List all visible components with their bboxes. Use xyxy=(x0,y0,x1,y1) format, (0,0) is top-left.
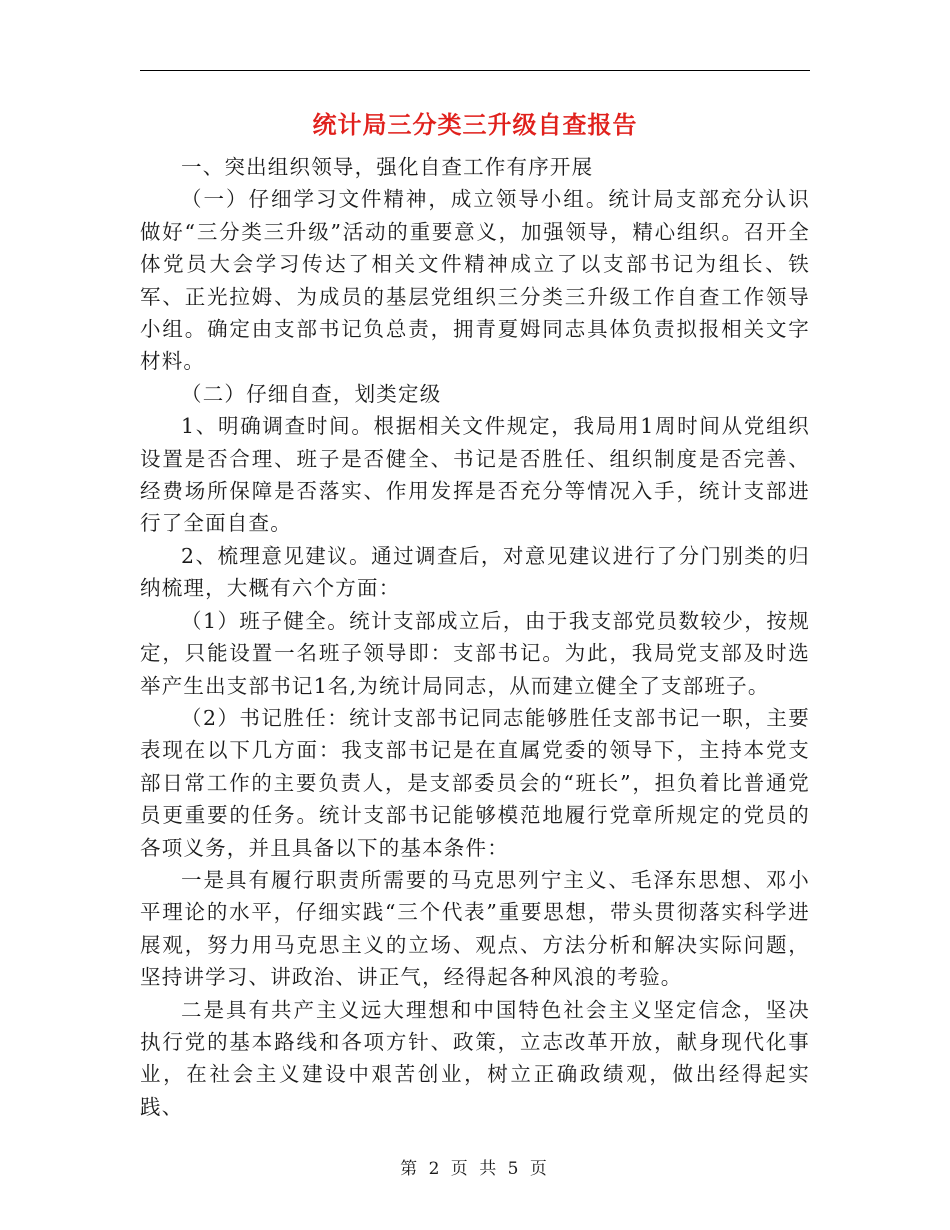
paragraph: （2）书记胜任：统计支部书记同志能够胜任支部书记一职，主要表现在以下几方面：我支部书记是在直属党委的领导下，主持本党支部日常工作的主要负责人，是支部委员会的“班长”，担负着比普通党员更重要的任务。统计支部书记能够模范地履行党章所规定的党员的各项义务，并且具备以下的基本条件： xyxy=(140,705,810,860)
paragraph: 1、明确调查时间。根据相关文件规定，我局用1周时间从党组织设置是否合理、班子是否健全、书记是否胜任、组织制度是否完善、经费场所保障是否落实、作用发挥是否充分等情况入手，统计支部进行了全面自查。 xyxy=(140,414,810,536)
document-title: 统计局三分类三升级自查报告 xyxy=(312,110,638,139)
document-body xyxy=(140,151,810,1123)
paragraph: 2、梳理意见建议。通过调查后，对意见建议进行了分门别类的归纳梳理，大概有六个方面： xyxy=(140,543,810,601)
paragraph: 一是具有履行职责所需要的马克思列宁主义、毛泽东思想、邓小平理论的水平，仔细实践“三个代表”重要思想，带头贯彻落实科学进展观，努力用马克思主义的立场、观点、方法分析和解决实际问题，坚持讲学习、讲政治、讲正气，经得起各种风浪的考验。 xyxy=(140,867,810,990)
page-number: 第 2 页 共 5 页 xyxy=(400,1159,550,1179)
section-heading: 一、突出组织领导，强化自查工作有序开展 xyxy=(181,155,594,179)
paragraph: （一）仔细学习文件精神，成立领导小组。统计局支部充分认识做好“三分类三升级”活动的重要意义，加强领导，精心组织。召开全体党员大会学习传达了相关文件精神成立了以支部书记为组长、铁军、正光拉姆、为成员的基层党组织三分类三升级工作自查工作领导小组。确定由支部书记负总责，拥青夏姆同志具体负责拟报相关文字材料。 xyxy=(140,187,810,374)
subsection-heading: （二）仔细自查，划类定级 xyxy=(181,381,442,406)
paragraph: （1）班子健全。统计支部成立后，由于我支部党员数较少，按规定，只能设置一名班子领导即：支部书记。为此，我局党支部及时选举产生出支部书记1名,为统计局同志，从而建立健全了支部班子。 xyxy=(140,608,810,698)
header-rule xyxy=(140,70,810,71)
paragraph: 二是具有共产主义远大理想和中国特色社会主义坚定信念，坚决执行党的基本路线和各项方针、政策，立志改革开放，献身现代化事业，在社会主义建设中艰苦创业，树立正确政绩观，做出经得起实践、 xyxy=(140,997,810,1119)
